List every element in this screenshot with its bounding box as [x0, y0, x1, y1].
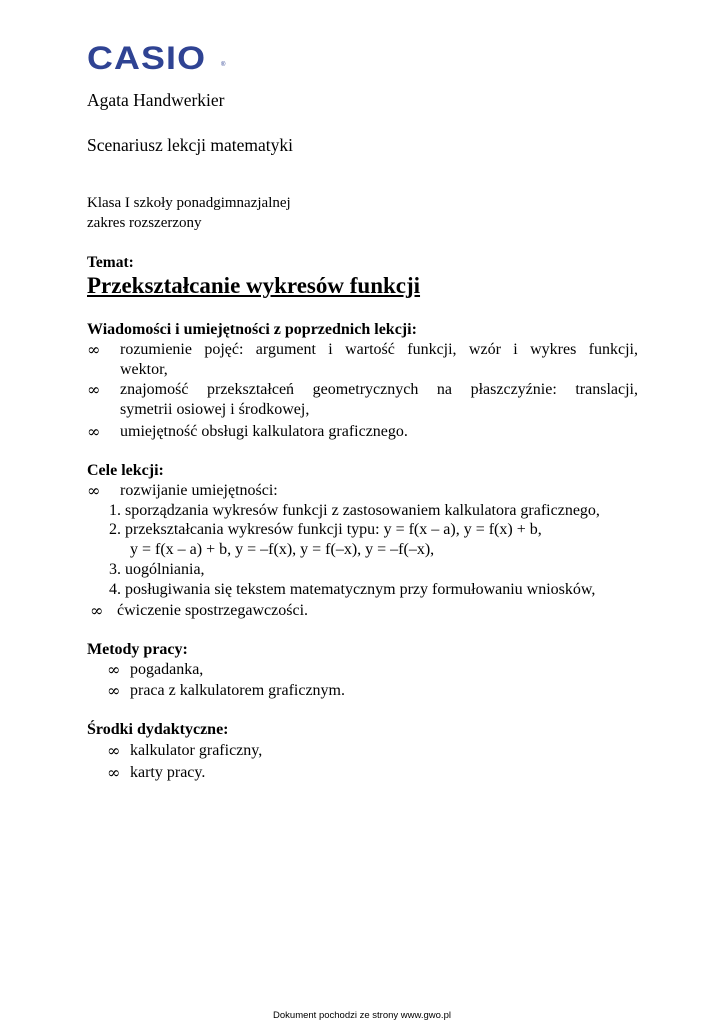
numbered-item: 1. sporządzania wykresów funkcji z zastosowaniem kalkulatora graficznego,: [109, 502, 600, 519]
infinity-bullet-icon: ∞: [87, 422, 101, 441]
numbered-item: 2. przekształcania wykresów funkcji typu: y = f(x – a), y = f(x) + b,: [109, 521, 542, 538]
methods-heading: Metody pracy:: [87, 641, 188, 658]
infinity-bullet-icon: ∞: [107, 763, 121, 782]
list-item: pogadanka,: [130, 661, 204, 678]
numbered-item: 4. posługiwania się tekstem matematycznym przy formułowaniu wniosków,: [109, 581, 596, 598]
class-info: Klasa I szkoły ponadgimnazjalnej: [87, 195, 291, 211]
list-item: karty pracy.: [130, 764, 206, 781]
casio-logo: CASIO: [87, 40, 207, 76]
goals-intro: rozwijanie umiejętności:: [120, 482, 278, 499]
infinity-bullet-icon: ∞: [107, 681, 121, 700]
class-scope: zakres rozszerzony: [87, 215, 202, 231]
topic-title: Przekształcanie wykresów funkcji: [87, 273, 421, 298]
infinity-bullet-icon: ∞: [87, 340, 101, 359]
goals-heading: Cele lekcji:: [87, 462, 164, 479]
infinity-bullet-icon: ∞: [90, 601, 104, 620]
infinity-bullet-icon: ∞: [87, 380, 101, 399]
list-item-continuation: symetrii osiowej i środkowej,: [120, 401, 310, 418]
author-name: Agata Handwerkier: [87, 90, 225, 110]
numbered-item-continuation: y = f(x – a) + b, y = –f(x), y = f(–x), y = –f(–x),: [130, 541, 435, 558]
list-item: znajomość przekształceń geometrycznych na płaszczyźnie: translacji,: [120, 381, 638, 398]
numbered-item: 3. uogólniania,: [109, 561, 205, 578]
list-item: umiejętność obsługi kalkulatora graficznego.: [120, 423, 408, 440]
means-heading: Środki dydaktyczne:: [87, 721, 229, 738]
topic-label: Temat:: [87, 254, 134, 271]
prior-knowledge-heading: Wiadomości i umiejętności z poprzednich lekcji:: [87, 321, 417, 338]
list-item: praca z kalkulatorem graficznym.: [130, 682, 345, 699]
list-item: ćwiczenie spostrzegawczości.: [117, 602, 309, 619]
infinity-bullet-icon: ∞: [107, 660, 121, 679]
registered-mark: ®: [221, 62, 226, 68]
list-item: rozumienie pojęć: argument i wartość funkcji, wzór i wykres funkcji,: [120, 341, 638, 358]
page-footer: Dokument pochodzi ze strony www.gwo.pl: [273, 1010, 451, 1021]
infinity-bullet-icon: ∞: [87, 481, 101, 500]
infinity-bullet-icon: ∞: [107, 741, 121, 760]
list-item-continuation: wektor,: [120, 361, 168, 378]
list-item: kalkulator graficzny,: [130, 742, 263, 759]
document-type: Scenariusz lekcji matematyki: [87, 135, 294, 155]
